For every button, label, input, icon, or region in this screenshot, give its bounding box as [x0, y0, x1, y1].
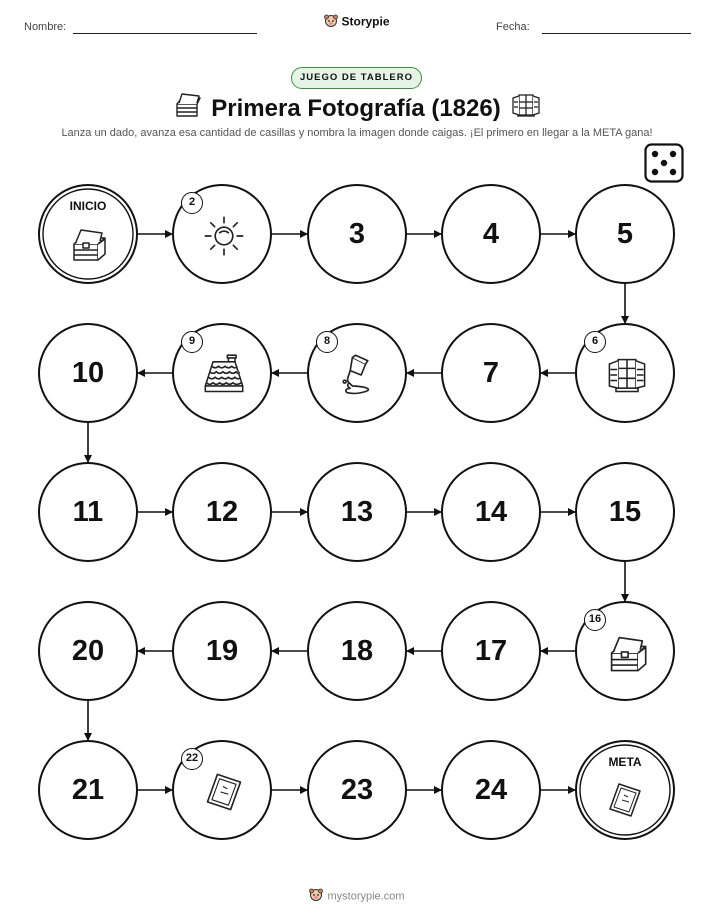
treasure-chest-icon	[74, 230, 105, 260]
footer-url: mystorypie.com	[327, 890, 405, 903]
space-number: 23	[340, 774, 374, 806]
space-number: 18	[340, 635, 374, 667]
space-number-badge: 9	[181, 331, 203, 353]
space-number: 15	[608, 496, 642, 528]
brand-name: Storypie	[341, 14, 390, 29]
page-title: Primera Fotografía (1826)	[211, 95, 501, 122]
space-number: 7	[482, 357, 500, 389]
space-number: 5	[616, 218, 634, 250]
footer	[0, 888, 714, 905]
start-label: INICIO	[69, 199, 107, 213]
space-number: 10	[71, 357, 105, 389]
category-badge: JUEGO DE TABLERO	[291, 67, 422, 89]
space-number: 17	[474, 635, 508, 667]
space-number: 19	[205, 635, 239, 667]
space-number-badge: 8	[316, 331, 338, 353]
space-number: 4	[482, 218, 500, 250]
instructions: Lanza un dado, avanza esa cantidad de casillas y nombra la imagen donde caigas. ¡El primero en llegar a la META gana!	[61, 127, 653, 139]
space-number-badge: 16	[584, 609, 606, 631]
space-number: 24	[474, 774, 508, 806]
space-number: 13	[340, 496, 374, 528]
space-number: 3	[348, 218, 366, 250]
space-number-badge: 6	[584, 331, 606, 353]
space-number: 21	[71, 774, 105, 806]
treasure-chest-icon	[612, 638, 646, 671]
sun-icon	[205, 217, 242, 254]
goal-label: META	[608, 755, 642, 769]
space-number: 11	[72, 496, 104, 528]
name-label: Nombre:	[24, 21, 67, 33]
space-number: 14	[474, 496, 508, 528]
window-icon	[609, 360, 644, 392]
space-number: 12	[205, 496, 239, 528]
space-number-badge: 22	[181, 748, 203, 770]
space-number: 20	[71, 635, 105, 667]
space-number-badge: 2	[181, 192, 203, 214]
date-label: Fecha:	[496, 21, 530, 33]
mascot-icon	[309, 888, 323, 905]
